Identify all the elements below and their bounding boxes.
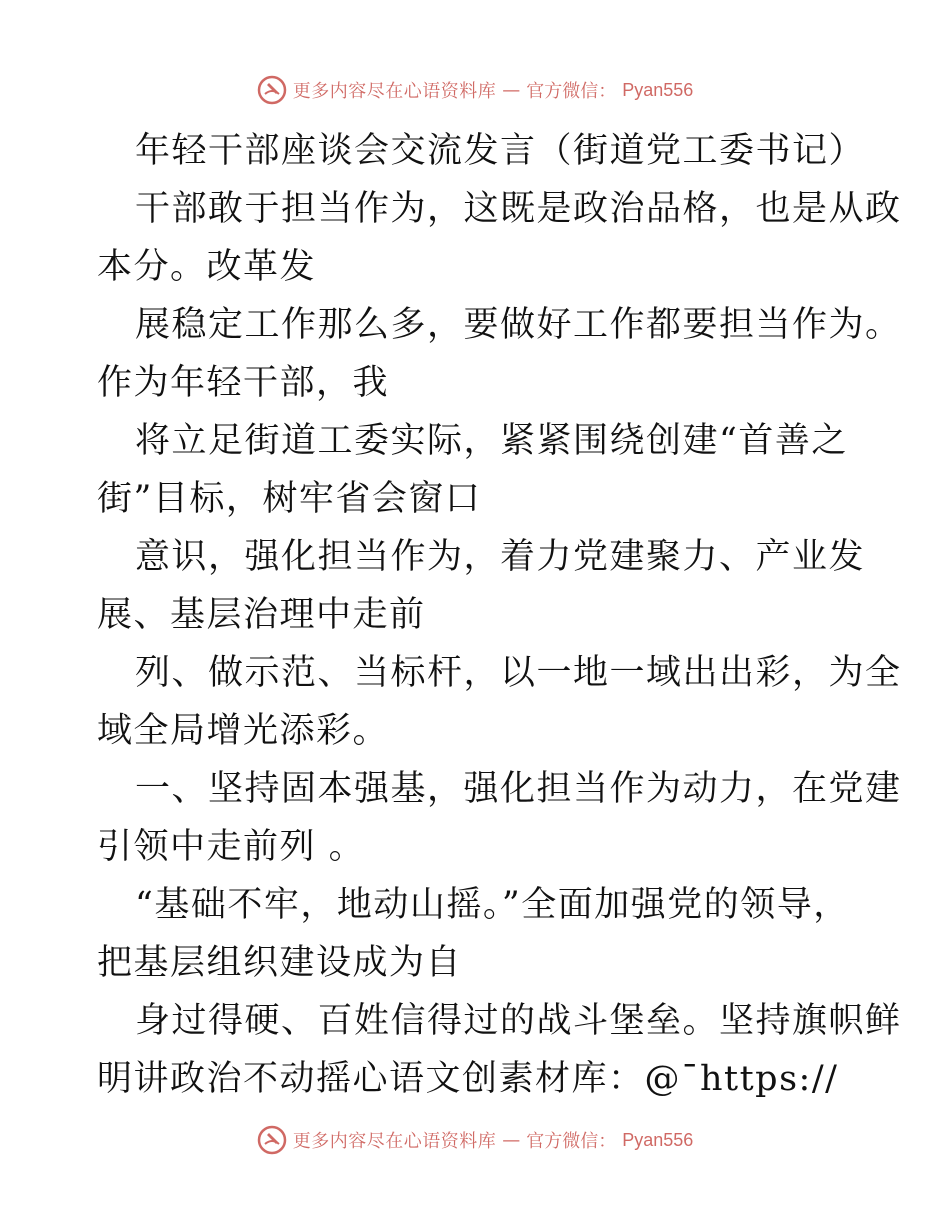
- text-line: “基础不牢，地动山摇。”全面加强党的领导，: [135, 885, 850, 925]
- header-watermark: [0, 70, 950, 110]
- text-line: 明讲政治不动摇心语文创素材库：@¯https://: [97, 1059, 839, 1099]
- watermark-text: 更多内容尽在心语资料库: [292, 81, 497, 102]
- section-heading-continuation: 引领中走前列 。: [97, 827, 366, 867]
- watermark-dash: —: [502, 1129, 521, 1151]
- book-pen-logo-icon: [257, 75, 287, 105]
- text-line: 列、做示范、当标杆，以一地一域出出彩，为全: [135, 653, 902, 693]
- document-body: [97, 122, 902, 1108]
- book-pen-logo-icon: [257, 1125, 287, 1155]
- document-title: 年轻干部座谈会交流发言（街道党工委书记）: [135, 131, 866, 171]
- text-line: 将立足街道工委实际，紧紧围绕创建“首善之: [135, 421, 848, 461]
- footer-watermark: [0, 1120, 950, 1160]
- text-line: 域全局增光添彩。: [97, 711, 390, 751]
- section-heading: 一、坚持固本强基，强化担当作为动力，在党建: [135, 769, 902, 809]
- text-line: 展、基层治理中走前: [97, 595, 426, 635]
- text-line: 意识，强化担当作为，着力党建聚力、产业发: [135, 537, 866, 577]
- text-line: 把基层组织建设成为自: [97, 943, 463, 983]
- watermark-dash: —: [502, 79, 521, 101]
- text-line: 街”目标，树牢省会窗口: [97, 479, 482, 519]
- watermark-wechat-id: Pyan556: [622, 1129, 694, 1150]
- text-line: 身过得硬、百姓信得过的战斗堡垒。坚持旗帜鲜: [135, 1001, 902, 1041]
- text-line: 展稳定工作那么多，要做好工作都要担当作为。: [135, 305, 902, 345]
- watermark-wechat-id: Pyan556: [622, 79, 694, 100]
- text-line: 本分。改革发: [97, 247, 317, 287]
- watermark-label: 官方微信：: [526, 1131, 617, 1152]
- watermark-label: 官方微信：: [526, 81, 617, 102]
- text-line: 干部敢于担当作为，这既是政治品格，也是从政: [135, 189, 902, 229]
- text-line: 作为年轻干部，我: [97, 363, 390, 403]
- watermark-text: 更多内容尽在心语资料库: [292, 1131, 497, 1152]
